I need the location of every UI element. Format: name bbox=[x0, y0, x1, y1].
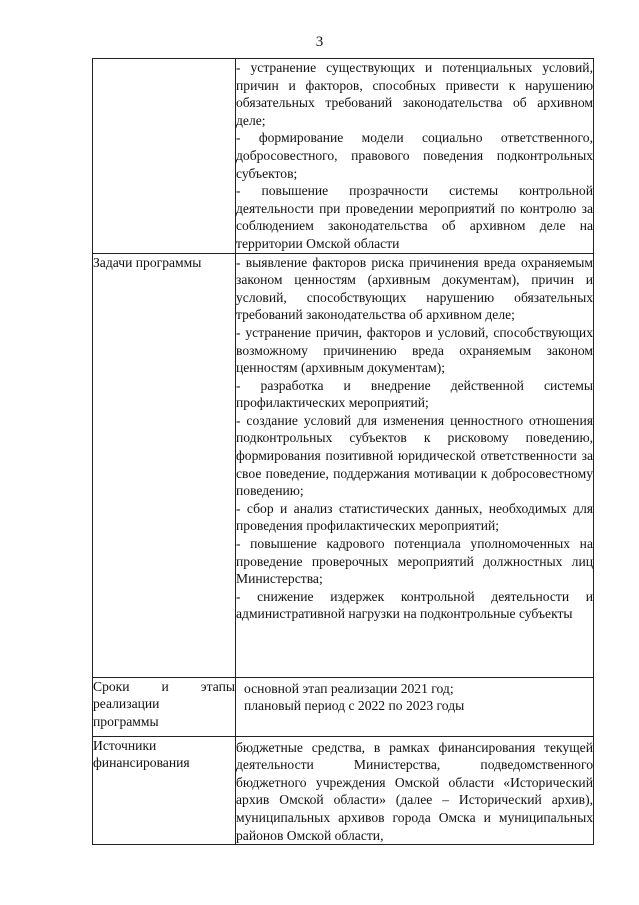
row-label-sources bbox=[93, 736, 236, 845]
row-content-goals bbox=[236, 59, 594, 254]
row-label-goals bbox=[93, 59, 236, 254]
row-label-line: Источники bbox=[93, 737, 157, 753]
list-item: - формирование модели социально ответственного, добросовестного, правового поведения подконтрольных субъектов; bbox=[236, 130, 593, 181]
row-content-sources: бюджетные средства, в рамках финансирования текущей деятельности Министерства, подведомственного бюджетного учреждения Омской области «Исторический архив Омской области» (далее – Исторический архив), муниципальных архивов города Омска и муниципальных районов Омской области, bbox=[236, 736, 594, 845]
row-label-terms bbox=[93, 677, 236, 736]
list-item: - сбор и анализ статистических данных, необходимых для проведения профилактических мероприятий; bbox=[236, 500, 593, 534]
program-passport-table bbox=[92, 58, 594, 845]
terms-line: плановый период с 2022 по 2023 годы bbox=[244, 698, 465, 714]
row-label-line: финансирования bbox=[93, 755, 190, 771]
list-item: - снижение издержек контрольной деятельности и административной нагрузки на подконтрольные субъекты bbox=[236, 588, 593, 622]
table-row-goals bbox=[93, 59, 594, 254]
row-label-tasks: Задачи программы bbox=[93, 253, 236, 677]
list-item: - устранение существующих и потенциальных условий, причин и факторов, способных привести к нарушению обязательных требований законодательства об архивном деле; bbox=[236, 60, 593, 128]
row-content-tasks bbox=[236, 253, 594, 677]
row-label-line: реализации bbox=[93, 696, 160, 712]
list-item: - устранение причин, факторов и условий, способствующих возможному причинению вреда охраняемым законом ценностям (архивным документам); bbox=[236, 324, 593, 376]
terms-line: основной этап реализации 2021 год; bbox=[244, 680, 454, 696]
row-content-terms bbox=[236, 677, 594, 736]
row-label-line: программы bbox=[93, 713, 159, 729]
list-item: - повышение кадрового потенциала уполномоченных на проведение проверочных мероприятий должностных лиц Министерства; bbox=[236, 536, 593, 587]
table-row-terms bbox=[93, 677, 594, 736]
list-item: - выявление факторов риска причинения вреда охраняемым законом ценностям (архивным документам), причин и условий, способствующих нарушению обязательных требований законодательства об архивном деле; bbox=[236, 254, 593, 323]
row-label-line: Сроки и этапы bbox=[93, 678, 235, 694]
table-row-tasks bbox=[93, 253, 594, 677]
list-item: - разработка и внедрение действенной системы профилактических мероприятий; bbox=[236, 377, 593, 411]
list-item: - повышение прозрачности системы контрольной деятельности при проведении мероприятий по контролю за соблюдением законодательства об архивном деле на территории Омской области bbox=[236, 183, 593, 251]
page-number: 3 bbox=[315, 34, 324, 50]
table-row-sources bbox=[93, 736, 594, 845]
list-item: - создание условий для изменения ценностного отношения подконтрольных субъектов к рисковому поведению, формирования позитивной юридической ответственности за свое поведение, поддержания мотивации к добросовестному поведению; bbox=[236, 412, 593, 499]
